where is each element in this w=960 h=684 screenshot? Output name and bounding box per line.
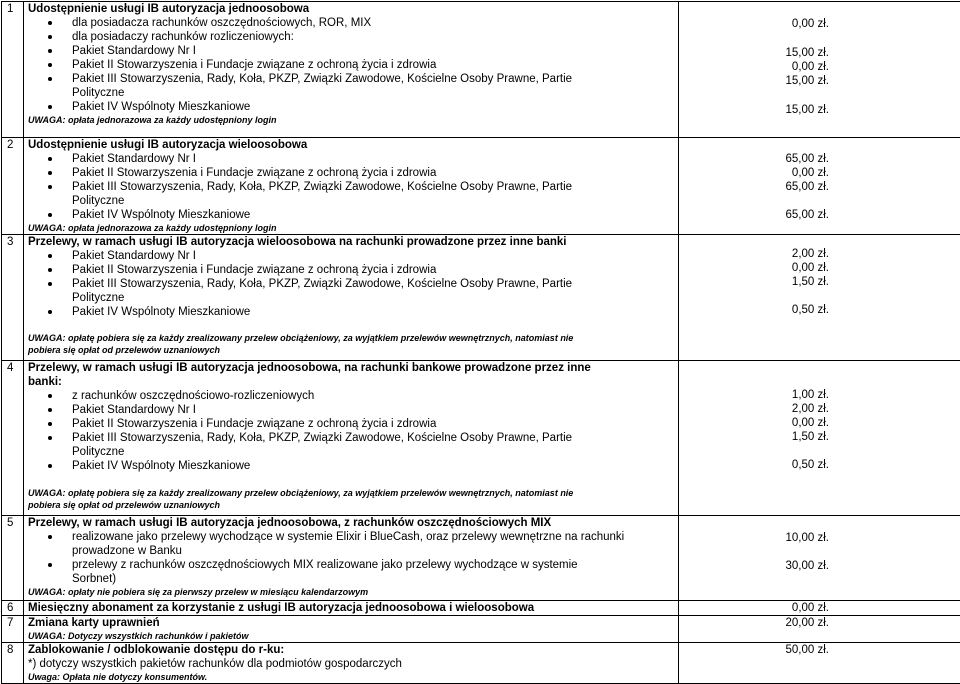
list-item-continuation: Polityczne bbox=[72, 292, 125, 304]
list-item: Pakiet Standardowy Nr I bbox=[28, 403, 678, 417]
table-row bbox=[2, 235, 960, 361]
row-number: 4 bbox=[2, 361, 24, 516]
row-description bbox=[24, 138, 679, 235]
row-prices bbox=[679, 516, 960, 601]
list-item-continuation: Sorbnet) bbox=[72, 573, 117, 585]
row-number: 1 bbox=[2, 2, 24, 138]
table-row bbox=[2, 643, 960, 684]
row-title: Przelewy, w ramach usługi IB autoryzacja wieloosobowa na rachunki prowadzone przez inne banki bbox=[28, 236, 567, 248]
list-item: Pakiet IV Wspólnoty Mieszkaniowe bbox=[28, 100, 678, 114]
list-item: Pakiet IV Wspólnoty Mieszkaniowe bbox=[28, 459, 678, 473]
table-row bbox=[2, 601, 960, 616]
price: 0,00 zł. bbox=[791, 262, 829, 274]
row-prices bbox=[679, 235, 960, 361]
price: 0,50 zł. bbox=[791, 459, 829, 471]
row-number: 8 bbox=[2, 643, 24, 684]
row-prices bbox=[679, 361, 960, 516]
row-title: Przelewy, w ramach usługi IB autoryzacja jednoosobowa, z rachunków oszczędnościowych MIX bbox=[28, 517, 552, 529]
price: 50,00 zł. bbox=[785, 644, 829, 656]
list-item: Pakiet III Stowarzyszenia, Rady, Koła, PKZP, Związki Zawodowe, Kościelne Osoby Prawne, Partie bbox=[28, 180, 678, 194]
list-item: z rachunków oszczędnościowo-rozliczeniowych bbox=[28, 389, 678, 403]
list-item: Pakiet Standardowy Nr I bbox=[28, 249, 678, 263]
row-number: 5 bbox=[2, 516, 24, 601]
row-title: Miesięczny abonament za korzystanie z usługi IB autoryzacja jednoosobowa i wieloosobowa bbox=[28, 602, 535, 614]
row-title: Udostępnienie usługi IB autoryzacja wieloosobowa bbox=[28, 139, 308, 151]
list-item: dla posiadacza rachunków oszczędnościowych, ROR, MIX bbox=[28, 16, 678, 30]
row-prices bbox=[679, 643, 960, 684]
price: 15,00 zł. bbox=[785, 47, 829, 59]
price: 1,50 zł. bbox=[791, 276, 829, 288]
table-row bbox=[2, 616, 960, 643]
table-row bbox=[2, 361, 960, 516]
row-title: Zablokowanie / odblokowanie dostępu do r-ku: bbox=[28, 644, 285, 656]
price: 20,00 zł. bbox=[785, 617, 829, 629]
note: Uwaga: Opłata nie dotyczy konsumentów. bbox=[28, 672, 208, 682]
price: 15,00 zł. bbox=[785, 104, 829, 116]
price: 0,00 zł. bbox=[791, 18, 829, 30]
note: UWAGA: opłatę pobiera się za każdy zrealizowany przelew obciążeniowy, za wyjątkiem przelewów wewnętrznych, natomiast nie bbox=[28, 488, 574, 498]
row-prices bbox=[679, 616, 960, 643]
list-item: Pakiet II Stowarzyszenia i Fundacje związane z ochroną życia i zdrowia bbox=[28, 58, 678, 72]
row-description bbox=[24, 643, 679, 684]
row-prices bbox=[679, 138, 960, 235]
list-item: Pakiet Standardowy Nr I bbox=[28, 152, 678, 166]
list-item-continuation: prowadzone w Banku bbox=[72, 545, 182, 557]
row-title-continuation: banki: bbox=[28, 376, 62, 388]
list-item: Pakiet IV Wspólnoty Mieszkaniowe bbox=[28, 305, 678, 319]
price: 0,00 zł. bbox=[791, 602, 829, 614]
price: 15,00 zł. bbox=[785, 75, 829, 87]
row-description bbox=[24, 235, 679, 361]
row-title: Udostępnienie usługi IB autoryzacja jednoosobowa bbox=[28, 3, 310, 15]
row-prices bbox=[679, 601, 960, 616]
price: 1,50 zł. bbox=[791, 431, 829, 443]
table-row bbox=[2, 138, 960, 235]
list-item-continuation: Polityczne bbox=[72, 195, 125, 207]
price: 30,00 zł. bbox=[785, 560, 829, 572]
list-item: Pakiet IV Wspólnoty Mieszkaniowe bbox=[28, 208, 678, 222]
price: 1,00 zł. bbox=[791, 389, 829, 401]
price: 0,50 zł. bbox=[791, 304, 829, 316]
price: 0,00 zł. bbox=[791, 61, 829, 73]
note: UWAGA: opłaty nie pobiera się za pierwszy przelew w miesiącu kalendarzowym bbox=[28, 587, 369, 597]
table-row bbox=[2, 2, 960, 138]
list-item-continuation: Polityczne bbox=[72, 446, 125, 458]
note: UWAGA: Dotyczy wszystkich rachunków i pakietów bbox=[28, 631, 249, 641]
row-description bbox=[24, 361, 679, 516]
row-number: 2 bbox=[2, 138, 24, 235]
list-item: Pakiet III Stowarzyszenia, Rady, Koła, PKZP, Związki Zawodowe, Kościelne Osoby Prawne, Partie bbox=[28, 277, 678, 291]
list-item: Pakiet Standardowy Nr I bbox=[28, 44, 678, 58]
row-title: Przelewy, w ramach usługi IB autoryzacja jednoosobowa, na rachunki bankowe prowadzone przez inne bbox=[28, 362, 591, 374]
price: 0,00 zł. bbox=[791, 417, 829, 429]
price: 65,00 zł. bbox=[785, 181, 829, 193]
row-description bbox=[24, 516, 679, 601]
list-item-continuation: Polityczne bbox=[72, 87, 125, 99]
row-subtitle: *) dotyczy wszystkich pakietów rachunków dla podmiotów gospodarczych bbox=[28, 658, 402, 670]
list-item: realizowane jako przelewy wychodzące w systemie Elixir i BlueCash, oraz przelewy wewnętrzne na rachunki bbox=[28, 530, 678, 544]
row-number: 7 bbox=[2, 616, 24, 643]
list-item: dla posiadaczy rachunków rozliczeniowych: bbox=[28, 30, 678, 44]
row-number: 6 bbox=[2, 601, 24, 616]
row-description bbox=[24, 616, 679, 643]
list-item: Pakiet III Stowarzyszenia, Rady, Koła, PKZP, Związki Zawodowe, Kościelne Osoby Prawne, Partie bbox=[28, 72, 678, 86]
row-description bbox=[24, 601, 679, 616]
list-item: Pakiet II Stowarzyszenia i Fundacje związane z ochroną życia i zdrowia bbox=[28, 263, 678, 277]
price: 10,00 zł. bbox=[785, 532, 829, 544]
note: UWAGA: opłata jednorazowa za każdy udostępniony login bbox=[28, 115, 277, 125]
price: 0,00 zł. bbox=[791, 167, 829, 179]
note: pobiera się opłat od przelewów uznaniowych bbox=[28, 345, 221, 355]
fee-table bbox=[1, 1, 960, 684]
note: UWAGA: opłata jednorazowa za każdy udostępniony login bbox=[28, 223, 277, 233]
price: 65,00 zł. bbox=[785, 153, 829, 165]
note: UWAGA: opłatę pobiera się za każdy zrealizowany przelew obciążeniowy, za wyjątkiem przelewów wewnętrznych, natomiast nie bbox=[28, 333, 574, 343]
note: pobiera się opłat od przelewów uznaniowych bbox=[28, 500, 221, 510]
list-item: Pakiet III Stowarzyszenia, Rady, Koła, PKZP, Związki Zawodowe, Kościelne Osoby Prawne, Partie bbox=[28, 431, 678, 445]
price: 2,00 zł. bbox=[791, 248, 829, 260]
row-number: 3 bbox=[2, 235, 24, 361]
row-title: Zmiana karty uprawnień bbox=[28, 617, 160, 629]
price: 2,00 zł. bbox=[791, 403, 829, 415]
list-item: Pakiet II Stowarzyszenia i Fundacje związane z ochroną życia i zdrowia bbox=[28, 166, 678, 180]
row-description bbox=[24, 2, 679, 138]
row-prices bbox=[679, 2, 960, 138]
table-row bbox=[2, 516, 960, 601]
list-item: Pakiet II Stowarzyszenia i Fundacje związane z ochroną życia i zdrowia bbox=[28, 417, 678, 431]
list-item: przelewy z rachunków oszczędnościowych MIX realizowane jako przelewy wychodzące w systemie bbox=[28, 558, 678, 572]
price: 65,00 zł. bbox=[785, 209, 829, 221]
